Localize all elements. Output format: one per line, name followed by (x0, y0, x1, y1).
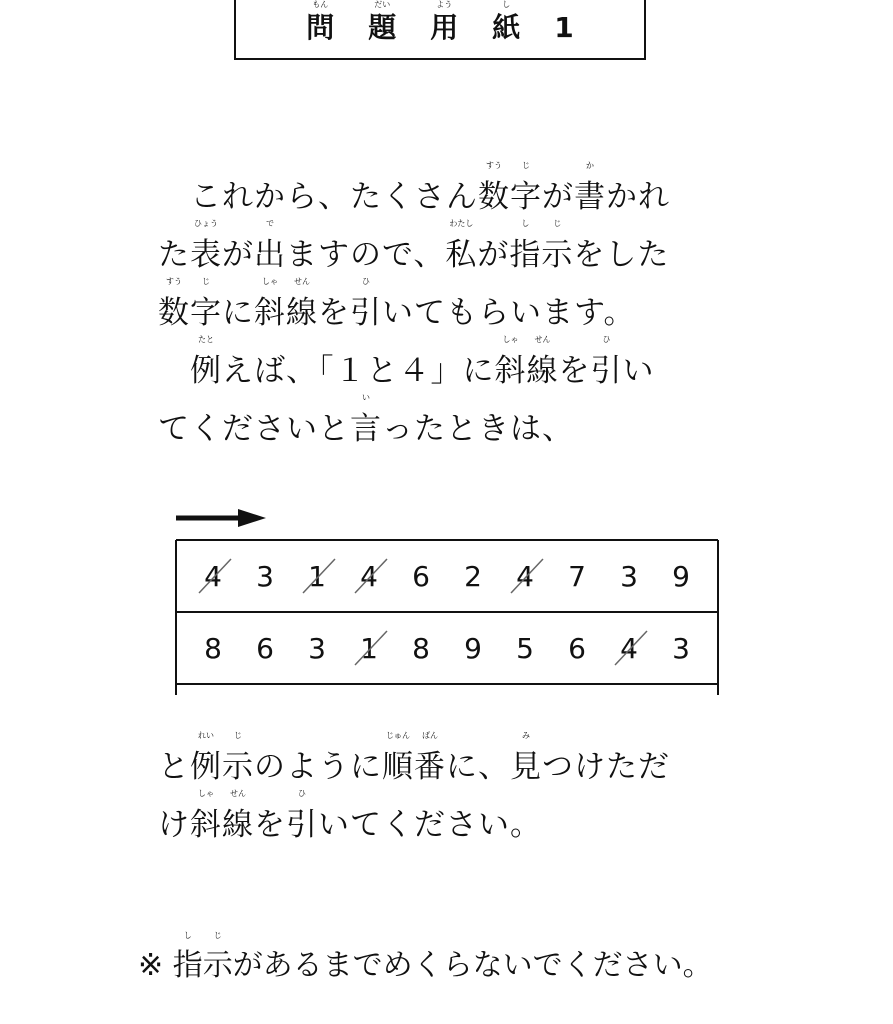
text-segment: が (477, 237, 510, 273)
text-segment: てくださいと (158, 411, 350, 447)
digit: 6 (412, 560, 430, 593)
text-segment: つけただ (542, 749, 670, 785)
text-segment (158, 353, 190, 389)
digit: 4 (204, 560, 222, 593)
digit-cell[interactable] (239, 613, 291, 685)
title-char-ruby: もん (312, 0, 329, 9)
kanji-text: 線 (222, 807, 254, 843)
digit-cell[interactable] (395, 613, 447, 685)
ruby-char (190, 335, 222, 400)
furigana: じゅん (386, 731, 410, 740)
digit: 4 (620, 632, 638, 665)
digit: 1 (308, 560, 326, 593)
text-segment: が (542, 179, 574, 215)
text-segment: を (558, 353, 591, 389)
text-line (158, 219, 758, 284)
digit-cell[interactable] (655, 541, 707, 613)
kanji-text: 指 (509, 237, 542, 273)
slash-mark (613, 625, 649, 669)
kanji-text: 斜 (254, 295, 286, 331)
furigana: い (362, 393, 370, 402)
ruby-char (202, 931, 233, 994)
furigana: すう (166, 277, 182, 286)
digit: 7 (568, 560, 586, 593)
kanji-text: 数 (478, 179, 510, 215)
ruby-char (478, 161, 510, 226)
kanji-text: 引 (590, 353, 623, 389)
digit: 8 (204, 632, 222, 665)
ruby-char (190, 277, 222, 342)
furigana: か (586, 161, 594, 170)
kanji-text: 線 (526, 353, 559, 389)
furigana: ひょう (194, 219, 218, 228)
furigana: せん (230, 789, 246, 798)
kanji-text: 出 (254, 237, 286, 273)
text-segment: かれ (606, 179, 670, 215)
furigana: ひ (298, 789, 306, 798)
text-segment: ますので、 (286, 237, 446, 273)
text-segment: が (222, 237, 254, 273)
kanji-text: 書 (574, 179, 606, 215)
arrow-right-icon (176, 507, 268, 529)
furigana: み (522, 731, 530, 740)
digit: 1 (360, 632, 378, 665)
title-char-text: 問 (306, 11, 335, 44)
furigana: ひ (362, 277, 370, 286)
ruby-char (510, 161, 542, 226)
digit-cell[interactable] (447, 613, 499, 685)
ruby-char (222, 789, 254, 854)
digit-cell[interactable] (551, 613, 603, 685)
ruby-char (574, 161, 606, 226)
text-segment: と (158, 749, 190, 785)
ruby-char (254, 277, 286, 342)
table-row (175, 541, 719, 613)
kanji-text: 言 (350, 411, 382, 447)
text-segment: に (222, 295, 254, 331)
title-box (234, 0, 646, 60)
title-char-text: 紙 (492, 11, 521, 44)
title-char-ruby: よう (436, 0, 453, 9)
ruby-char (254, 219, 286, 284)
digit: 6 (256, 632, 274, 665)
kanji-text: 字 (510, 179, 542, 215)
ruby-char (494, 335, 527, 400)
furigana: れい (198, 731, 214, 740)
digit: 5 (516, 632, 534, 665)
digit: 6 (568, 632, 586, 665)
title-char-ruby: だい (374, 0, 391, 9)
ruby-char (590, 335, 623, 400)
text-line (158, 161, 758, 226)
text-segment: ったときは、 (382, 411, 574, 447)
ruby-char (445, 219, 478, 284)
ruby-char (158, 277, 190, 342)
digit-cell[interactable] (187, 541, 239, 613)
digit-cell[interactable] (343, 541, 395, 613)
slash-mark (353, 553, 389, 597)
title-char-text: 用 (430, 11, 459, 44)
digit: 2 (464, 560, 482, 593)
title-char (430, 0, 459, 44)
title-char-ruby: し (502, 0, 511, 9)
kanji-text: 例 (190, 353, 222, 389)
title-char (492, 0, 521, 44)
kanji-text: 示 (541, 237, 574, 273)
digit-cell[interactable] (603, 541, 655, 613)
footer-note (138, 931, 713, 994)
digit: 4 (360, 560, 378, 593)
digit: 3 (620, 560, 638, 593)
ruby-char (526, 335, 559, 400)
furigana: わたし (449, 219, 474, 228)
text-line (158, 335, 758, 400)
text-line (158, 731, 758, 796)
furigana: しゃ (502, 335, 519, 344)
table-row (175, 613, 719, 685)
title-char-text: 1 (554, 11, 574, 44)
digit-cell[interactable] (395, 541, 447, 613)
ruby-char (350, 277, 382, 342)
text-segment: をした (573, 237, 670, 273)
title-char (368, 0, 397, 44)
page-title (236, 0, 644, 44)
text-segment: これから、たくさん (158, 179, 478, 215)
furigana: じ (213, 931, 222, 940)
furigana: せん (534, 335, 551, 344)
ruby-char (190, 731, 222, 796)
text-segment: い (622, 353, 655, 389)
digit: 3 (672, 632, 690, 665)
furigana: ひ (602, 335, 611, 344)
furigana: で (266, 219, 274, 228)
text-segment: を (254, 807, 286, 843)
digit-cell[interactable] (239, 541, 291, 613)
digit-cell[interactable] (499, 613, 551, 685)
kanji-text: 斜 (494, 353, 527, 389)
digit-cell[interactable] (499, 541, 551, 613)
kanji-text: 字 (190, 295, 222, 331)
digit-cell[interactable] (551, 541, 603, 613)
kanji-text: 示 (222, 749, 254, 785)
instruction-paragraph (158, 161, 758, 458)
text-segment: えば、「１と４」に (222, 353, 495, 389)
furigana: し (521, 219, 530, 228)
ruby-char (350, 393, 382, 458)
kanji-text: 例 (190, 749, 222, 785)
digit-cell[interactable] (603, 613, 655, 685)
ruby-char (541, 219, 574, 284)
title-char (554, 12, 573, 44)
text-segment: があるまでめくらないでください。 (232, 948, 713, 983)
kanji-text: 私 (445, 237, 478, 273)
kanji-text: 表 (190, 237, 222, 273)
furigana: じ (202, 277, 210, 286)
text-segment: た (158, 237, 190, 273)
ruby-char (172, 931, 203, 994)
digit-cell[interactable] (655, 613, 707, 685)
kanji-text: 番 (414, 749, 446, 785)
furigana: たと (198, 335, 214, 344)
text-line (158, 393, 758, 458)
digit: 3 (308, 632, 326, 665)
furigana: じ (234, 731, 242, 740)
kanji-text: 線 (286, 295, 318, 331)
example-number-table (175, 539, 719, 695)
digit-cell[interactable] (187, 613, 239, 685)
furigana: しゃ (262, 277, 278, 286)
digit-cell[interactable] (343, 613, 395, 685)
digit: 4 (516, 560, 534, 593)
text-segment: け (158, 807, 190, 843)
ruby-char (190, 789, 222, 854)
text-segment: のように (254, 749, 382, 785)
text-segment: いてもらいます。 (382, 295, 636, 331)
furigana: ばん (422, 731, 438, 740)
digit: 3 (256, 560, 274, 593)
text-line (158, 789, 758, 854)
text-segment: を (318, 295, 350, 331)
text-segment: に、 (446, 749, 510, 785)
kanji-text: 引 (286, 807, 318, 843)
slash-mark (353, 625, 389, 669)
ruby-char (414, 731, 446, 796)
kanji-text: 示 (202, 948, 233, 983)
title-char (306, 0, 335, 44)
title-char-text: 題 (368, 11, 397, 44)
furigana: じ (553, 219, 562, 228)
ruby-char (509, 219, 542, 284)
kanji-text: 斜 (190, 807, 222, 843)
slash-mark (301, 553, 337, 597)
kanji-text: 引 (350, 295, 382, 331)
digit: 9 (672, 560, 690, 593)
kanji-text: 指 (172, 948, 203, 983)
furigana: しゃ (198, 789, 214, 798)
digit-cell[interactable] (291, 613, 343, 685)
ruby-char (510, 731, 542, 796)
slash-mark (197, 553, 233, 597)
digit-cell[interactable] (447, 541, 499, 613)
instruction-paragraph-2 (158, 731, 758, 854)
furigana: すう (486, 161, 502, 170)
kanji-text: 順 (382, 749, 414, 785)
digit: 8 (412, 632, 430, 665)
furigana: し (183, 931, 192, 940)
slash-mark (509, 553, 545, 597)
ruby-char (382, 731, 414, 796)
kanji-text: 見 (510, 749, 542, 785)
ruby-char (190, 219, 222, 284)
kanji-text: 数 (158, 295, 190, 331)
text-segment: いてください。 (318, 807, 542, 843)
furigana: じ (522, 161, 530, 170)
ruby-char (286, 277, 318, 342)
ruby-char (222, 731, 254, 796)
furigana: せん (294, 277, 310, 286)
digit-cell[interactable] (291, 541, 343, 613)
text-segment: ※ (138, 948, 173, 983)
text-line (158, 277, 758, 342)
ruby-char (286, 789, 318, 854)
digit: 9 (464, 632, 482, 665)
